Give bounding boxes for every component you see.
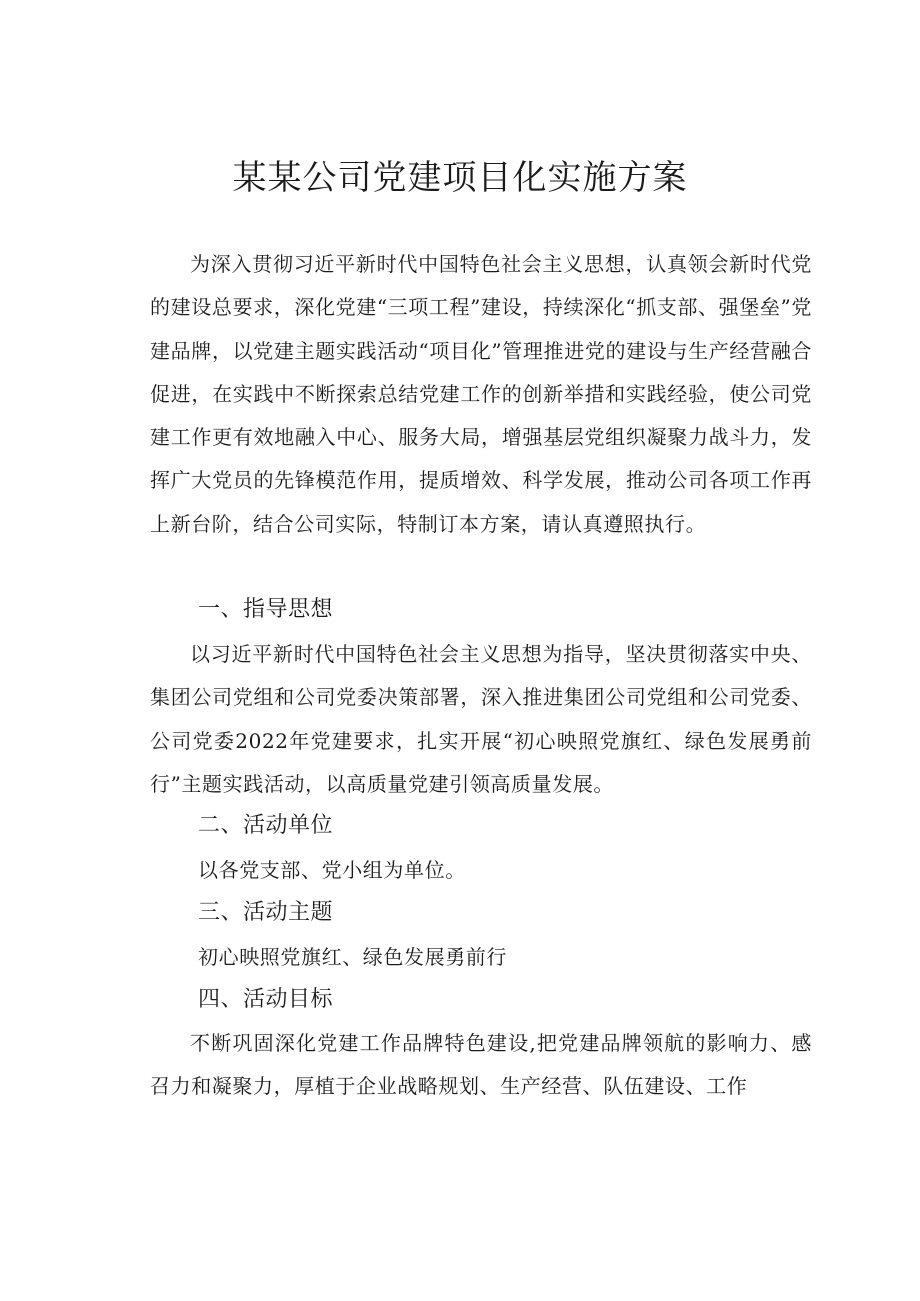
section-content-activity-theme: 初心映照党旗红、绿色发展勇前行 — [198, 945, 507, 969]
section-heading-guiding-thought: 一、指导思想 — [198, 597, 334, 622]
section-heading-activity-theme: 三、活动主题 — [198, 900, 334, 925]
section-heading-activity-unit: 二、活动单位 — [198, 813, 334, 838]
section-content-guiding-thought: 以习近平新时代中国特色社会主义思想为指导，坚决贯彻落实中央、集团公司党组和公司党委决策部署，深入推进集团公司党组和公司党委、公司党委2022年党建要求，扎实开展“初心映照党旗红、绿色发展勇前行”主题实践活动，以高质量党建引领高质量发展。 — [150, 642, 812, 796]
section-heading-activity-goal: 四、活动目标 — [198, 987, 334, 1012]
document-title: 某某公司党建项目化实施方案 — [232, 158, 688, 198]
section-content-activity-unit: 以各党支部、党小组为单位。 — [198, 858, 466, 882]
section-content-activity-goal: 不断巩固深化党建工作品牌特色建设,把党建品牌领航的影响力、感召力和凝聚力，厚植于企业战略规划、生产经营、队伍建设、工作 — [150, 1031, 812, 1099]
intro-paragraph: 为深入贯彻习近平新时代中国特色社会主义思想，认真领会新时代党的建设总要求，深化党建“三项工程”建设，持续深化“抓支部、强堡垒”党建品牌，以党建主题实践活动“项目化”管理推进党的建设与生产经营融合促进，在实践中不断探索总结党建工作的创新举措和实践经验，使公司党建工作更有效地融入中心、服务大局，增强基层党组织凝聚力战斗力，发挥广大党员的先锋模范作用，提质增效、科学发展，推动公司各项工作再上新台阶，结合公司实际，特制订本方案，请认真遵照执行。 — [150, 252, 812, 536]
